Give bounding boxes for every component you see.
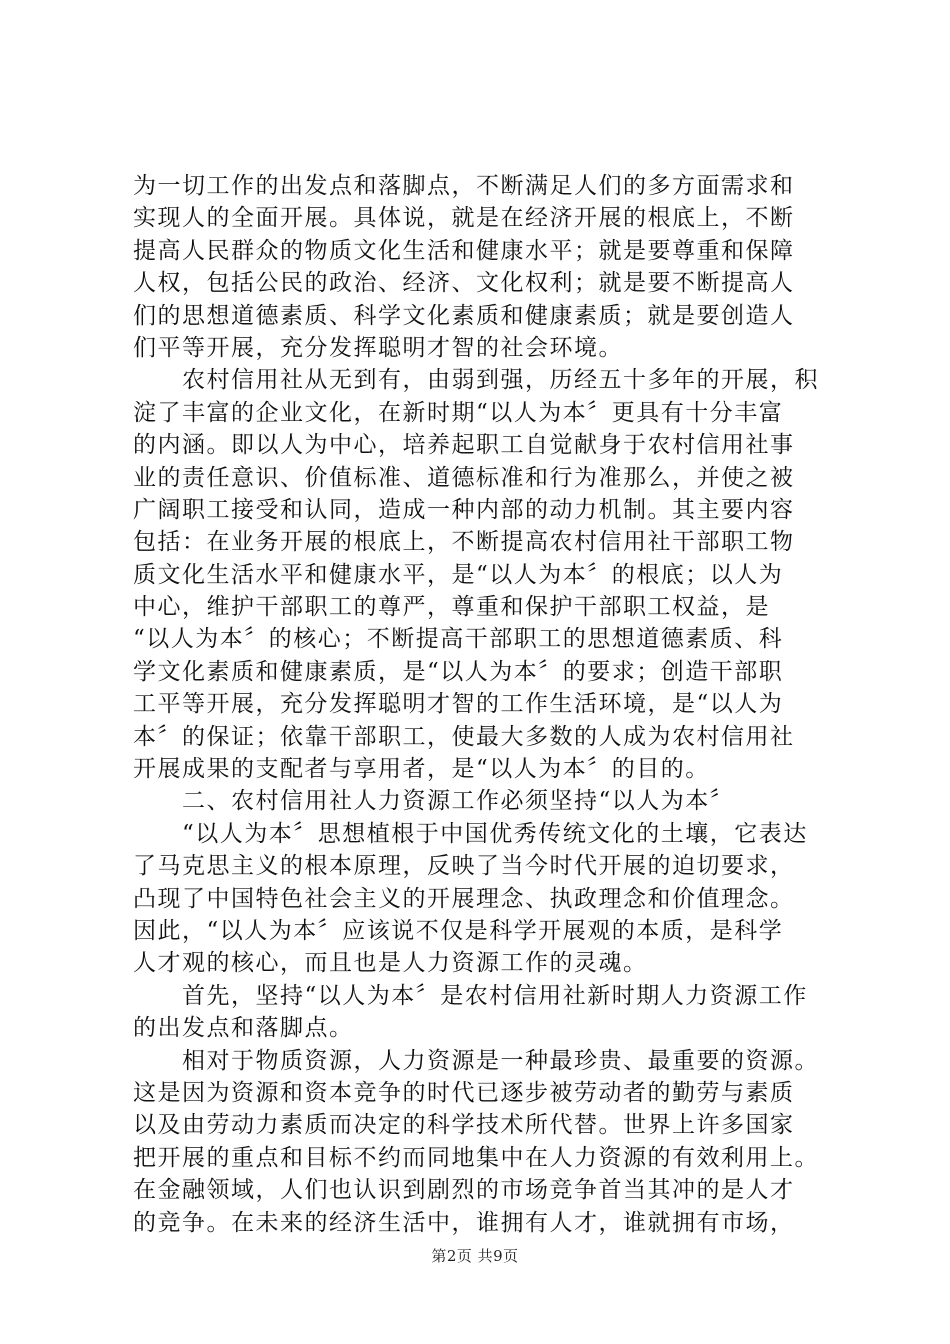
text-line: 中心，维护干部职工的尊严，尊重和保护干部职工权益，是 [133,594,770,621]
text-line: 凸现了中国特色社会主义的开展理念、执政理念和价值理念。 [133,885,795,912]
text-line: 以及由劳动力素质而决定的科学技术所代替。世界上许多国家 [133,1112,795,1139]
text-line: 的出发点和落脚点。 [133,1015,354,1042]
text-line: 农村信用社从无到有，由弱到强，历经五十多年的开展，积 [133,367,819,394]
page-number-label: 第2页 共9页 [431,1247,519,1265]
text-line: 提高人民群众的物质文化生活和健康水平；就是要尊重和保障 [133,237,795,264]
text-line: 把开展的重点和目标不约而同地集中在人力资源的有效利用上。 [133,1144,819,1171]
page-footer [0,1245,950,1266]
text-line: 淀了丰富的企业文化，在新时期“以人为本〞更具有十分丰富 [133,399,784,426]
text-line: 在金融领域，人们也认识到剧烈的市场竞争首当其冲的是人才 [133,1177,795,1204]
body-text [133,170,823,1239]
text-line: 包括：在业务开展的根底上，不断提高农村信用社干部职工物 [133,529,795,556]
text-line: 广阔职工接受和认同，造成一种内部的动力机制。其主要内容 [133,496,795,523]
text-line: 为一切工作的出发点和落脚点，不断满足人们的多方面需求和 [133,173,795,199]
text-line: 学文化素质和健康素质，是“以人为本〞的要求；创造干部职 [133,658,784,685]
text-line: 人才观的核心，而且也是人力资源工作的灵魂。 [133,950,648,977]
text-line: 的内涵。即以人为中心，培养起职工自觉献身于农村信用社事 [133,432,795,459]
text-line: 们的思想道德素质、科学文化素质和健康素质；就是要创造人 [133,302,795,329]
text-line: 质文化生活水平和健康水平，是“以人为本〞的根底；以人为 [133,561,784,588]
text-line: 开展成果的支配者与享用者，是“以人为本〞的目的。 [133,756,710,783]
text-line: 首先，坚持“以人为本〞是农村信用社新时期人力资源工作 [133,982,808,1009]
text-line: 工平等开展，充分发挥聪明才智的工作生活环境，是“以人为 [133,691,784,718]
text-line: 本〞的保证；依靠干部职工，使最大多数的人成为农村信用社 [133,723,795,750]
section-heading: 二、农村信用社人力资源工作必须坚持“以人为本〞 [133,788,735,815]
text-line: 实现人的全面开展。具体说，就是在经济开展的根底上，不断 [133,205,795,232]
text-line: 因此，“以人为本〞应该说不仅是科学开展观的本质，是科学 [133,917,784,944]
text-line: 们平等开展，充分发挥聪明才智的社会环境。 [133,334,623,361]
text-line: 的竞争。在未来的经济生活中，谁拥有人才，谁就拥有市场， [133,1209,795,1236]
text-line: 人权，包括公民的政治、经济、文化权利；就是要不断提高人 [133,270,795,297]
text-line: 业的责任意识、价值标准、道德标准和行为准那么，并使之被 [133,464,795,491]
text-line: 这是因为资源和资本竞争的时代已逐步被劳动者的勤劳与素质 [133,1079,795,1106]
text-line: “以人为本〞思想植根于中国优秀传统文化的土壤，它表达 [133,820,808,847]
text-line: “以人为本〞的核心；不断提高干部职工的思想道德素质、科 [133,626,784,653]
text-line: 了马克思主义的根本原理，反映了当今时代开展的迫切要求， [133,853,795,880]
text-line: 相对于物质资源，人力资源是一种最珍贵、最重要的资源。 [133,1047,819,1074]
